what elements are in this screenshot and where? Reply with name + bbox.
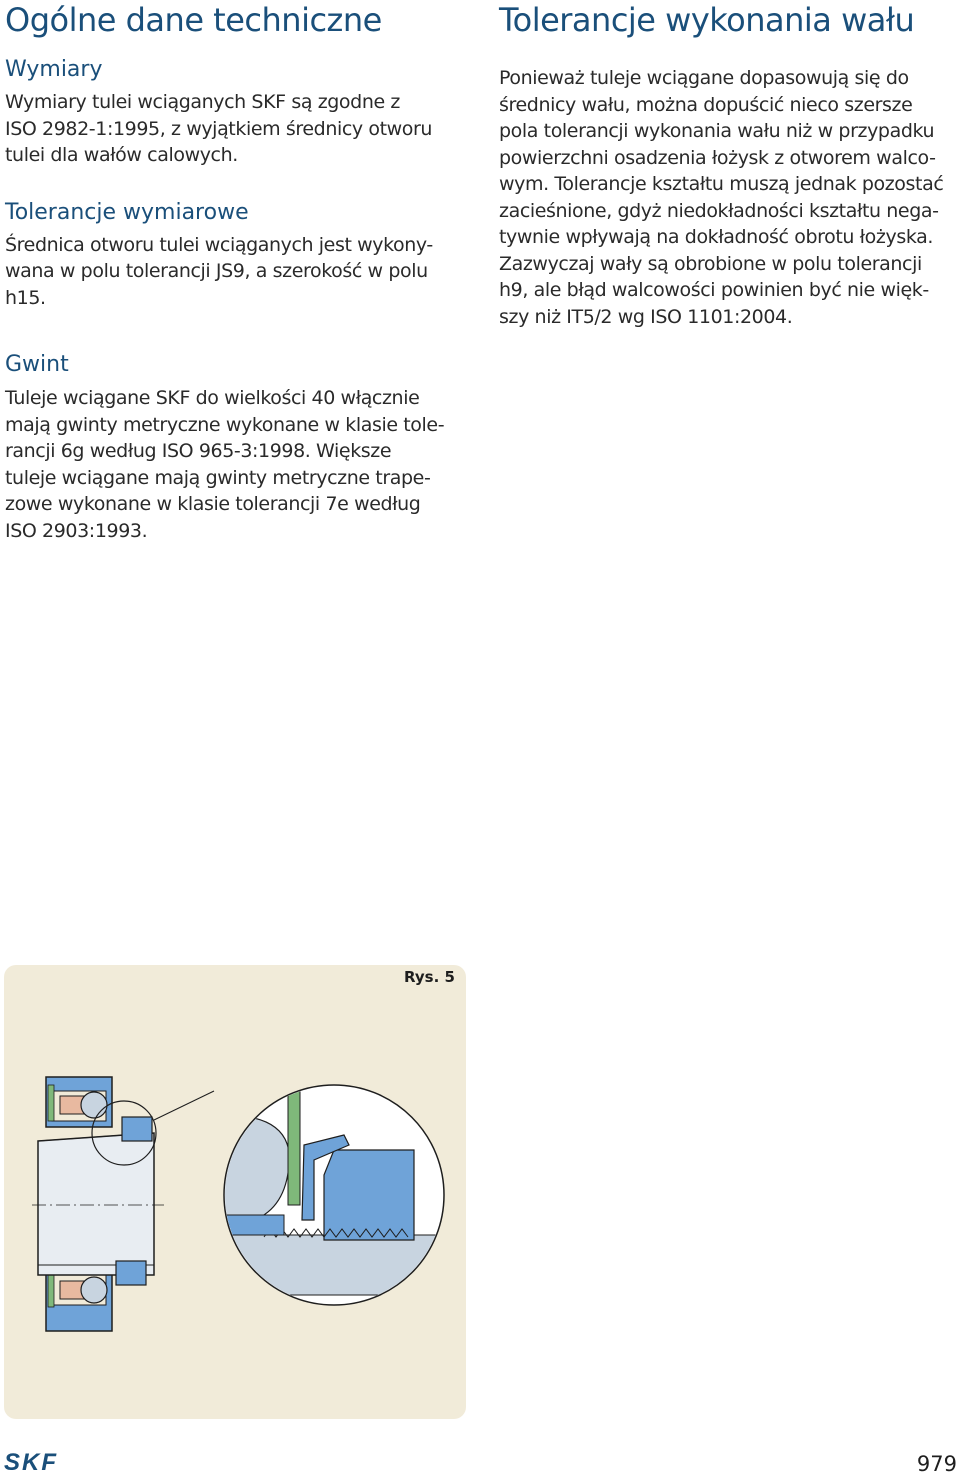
seal-top	[48, 1085, 54, 1121]
detail-inner-ring	[224, 1215, 284, 1235]
lock-nut-bottom	[116, 1261, 146, 1285]
section-heading-gwint: Gwint	[5, 352, 69, 377]
right-line-6: zacieśnione, gdyż niedokładności kształtu nega-	[499, 199, 939, 222]
right-line-7: tywnie wpływają na dokładność obrotu łożyska.	[499, 226, 933, 248]
svg-text:SKF: SKF	[4, 1450, 58, 1472]
ball-top	[81, 1092, 107, 1118]
wymiary-line-3: tulei dla wałów calowych.	[5, 144, 238, 166]
right-column	[499, 0, 957, 330]
seal-bottom	[48, 1271, 54, 1307]
skf-logo-mark	[4, 1450, 84, 1472]
right-line-10: szy niż IT5/2 wg ISO 1101:2004.	[499, 305, 793, 328]
tolerancje-line-1: Średnica otworu tulei wciąganych jest wykony-	[5, 233, 433, 256]
figure-label: Rys. 5	[404, 968, 455, 986]
skf-logo	[4, 1450, 84, 1476]
detail-nut	[324, 1150, 414, 1240]
right-line-1: Ponieważ tuleje wciągane dopasowują się do	[499, 67, 909, 89]
tolerancje-line-2: wana w polu tolerancji JS9, a szerokość w polu	[5, 260, 428, 282]
section-heading-wymiary: Wymiary	[5, 57, 103, 82]
gwint-line-1: Tuleje wciągane SKF do wielkości 40 włącznie	[5, 387, 420, 409]
sleeve-body	[38, 1133, 154, 1275]
right-line-9: h9, ale błąd walcowości powinien być nie więk-	[499, 279, 929, 301]
right-line-4: powierzchni osadzenia łożysk z otworem walco-	[499, 146, 936, 169]
right-line-2: średnicy wału, można dopuścić nieco szersze	[499, 93, 913, 116]
right-line-5: wym. Tolerancje kształtu muszą jednak pozostać	[499, 173, 944, 195]
ball-bottom	[81, 1277, 107, 1303]
gwint-line-5: zowe wykonane w klasie tolerancji 7e według	[5, 493, 421, 515]
gwint-line-6: ISO 2903:1993.	[5, 519, 148, 542]
wymiary-line-2: ISO 2982-1:1995, z wyjątkiem średnicy otworu	[5, 117, 433, 140]
gwint-line-3: rancji 6g według ISO 965-3:1998. Większe	[5, 440, 392, 462]
lock-nut-top	[122, 1117, 152, 1141]
page-title-left: Ogólne dane techniczne	[5, 1, 382, 39]
right-line-8: Zazwyczaj wały są obrobione w polu tolerancji	[499, 252, 922, 275]
figure-panel	[4, 965, 466, 1419]
wymiary-line-1: Wymiary tulei wciąganych SKF są zgodne z	[5, 91, 400, 113]
page-title-right: Tolerancje wykonania wału	[499, 1, 915, 39]
gwint-line-2: mają gwinty metryczne wykonane w klasie tole-	[5, 413, 445, 436]
right-line-3: pola tolerancji wykonania wału niż w przypadku	[499, 120, 935, 142]
detail-leader	[154, 1091, 214, 1120]
left-column	[5, 0, 475, 544]
bearing-sleeve-drawing	[4, 965, 466, 1419]
gwint-line-4: tuleje wciągane mają gwinty metryczne trape-	[5, 466, 431, 489]
section-heading-tolerancje-wymiarowe: Tolerancje wymiarowe	[5, 199, 249, 225]
page-number: 979	[916, 1452, 957, 1476]
tolerancje-line-3: h15.	[5, 286, 46, 309]
